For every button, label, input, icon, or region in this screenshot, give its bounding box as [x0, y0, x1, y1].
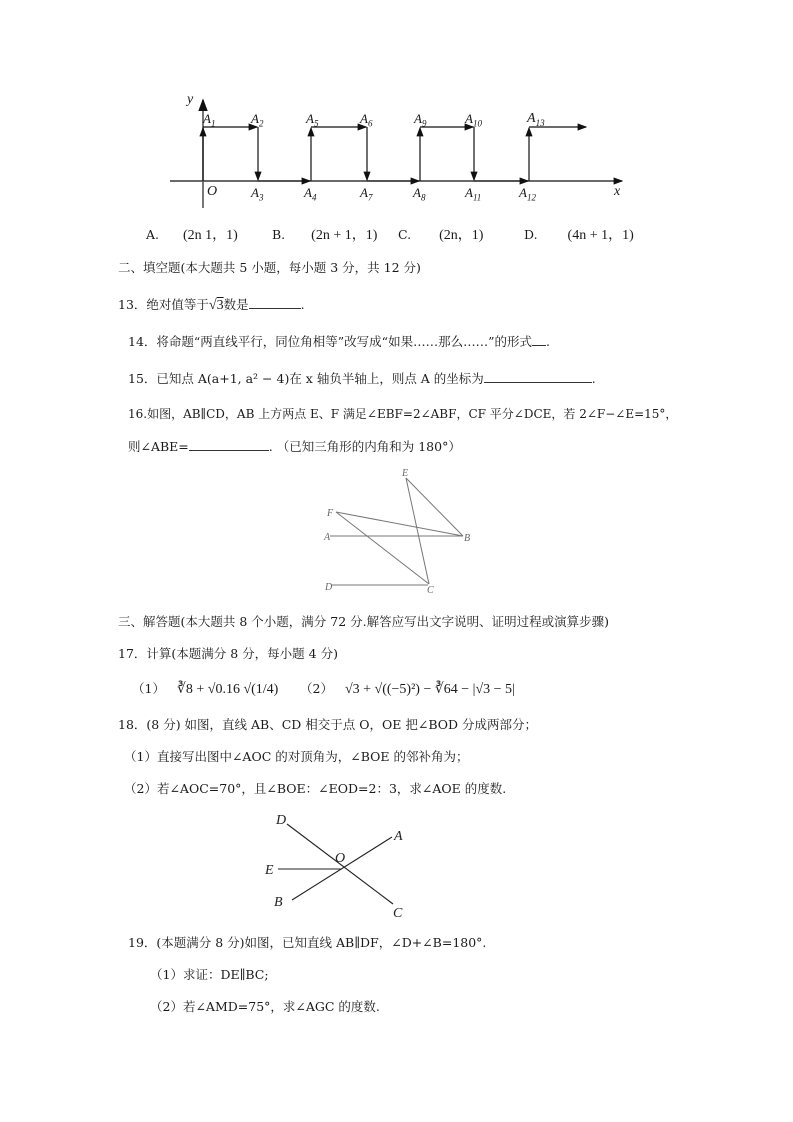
- question-18-title: 18．(8 分) 如图，直线 AB、CD 相交于点 O，OE 把∠BOD 分成两部分；: [118, 717, 538, 732]
- option-d[interactable]: [524, 224, 634, 244]
- option-a-text: (2n 1，1): [183, 228, 238, 243]
- option-d-text: (4n + 1，1): [567, 228, 634, 243]
- option-b[interactable]: [272, 224, 377, 244]
- option-c-letter: C.: [398, 227, 412, 242]
- y-axis-label: y: [187, 92, 194, 107]
- question-13: 13．绝对值等于√3数是 .: [118, 297, 305, 313]
- fig18-label-a: A: [394, 829, 403, 844]
- point-label-a11: $A_{11}$: [465, 185, 482, 203]
- question-15: 15．已知点 A(a+1, a² − 4)在 x 轴负半轴上，则点 A 的坐标为 .: [128, 371, 596, 386]
- question-16-line2: 则∠ABE= . （已知三角形的内角和为 180°）: [128, 439, 461, 454]
- question-16-line1: 16.如图，AB∥CD，AB 上方两点 E、F 满足∠EBF=2∠ABF，CF 平分∠DCE，若 2∠F−∠E=15°，: [128, 407, 678, 421]
- point-label-a12: $A_{12}$: [519, 185, 536, 203]
- q17-part1-label: （1）: [132, 681, 165, 696]
- point-label-a7: $A_7$: [360, 185, 373, 203]
- origin-label: O: [207, 184, 218, 199]
- question-19-title: 19．(本题满分 8 分)如图，已知直线 AB∥DF，∠D+∠B=180°.: [128, 935, 487, 950]
- option-a-letter: A.: [146, 227, 160, 242]
- answer-blank-14[interactable]: [532, 332, 546, 346]
- fig16-label-a: A: [324, 532, 331, 543]
- point-label-a6: $A_6$: [360, 111, 373, 129]
- question-18-part1: （1）直接写出图中∠AOC 的对顶角为，∠BOE 的邻补角为；: [124, 749, 469, 764]
- point-label-a9: $A_9$: [414, 111, 427, 129]
- answer-blank-16[interactable]: [189, 437, 269, 451]
- fig18-label-o: O: [335, 851, 346, 866]
- point-label-a2: $A_2$: [251, 111, 264, 129]
- fig16-label-f: F: [327, 508, 334, 519]
- question-19-part1: （1）求证：DE∥BC;: [150, 967, 269, 982]
- point-label-a10: $A_{10}$: [465, 111, 482, 129]
- question-14: 14．将命题“两直线平行，同位角相等”改写成“如果……那么……”的形式 .: [128, 334, 550, 349]
- option-c[interactable]: [398, 224, 483, 244]
- question-17-title: 17．计算(本题满分 8 分，每小题 4 分): [118, 646, 338, 661]
- answer-blank-13[interactable]: [249, 295, 301, 309]
- x-axis-label: x: [614, 184, 621, 199]
- section-2-heading: 二、填空题(本大题共 5 小题，每小题 3 分，共 12 分): [118, 260, 421, 275]
- fig16-label-d: D: [325, 582, 333, 593]
- fig18-label-e: E: [265, 863, 274, 878]
- q17-part1-expression: ∛8 + √0.16 √(1/4): [176, 682, 279, 697]
- point-label-a4: $A_4$: [304, 185, 317, 203]
- point-label-a8: $A_8$: [413, 185, 426, 203]
- point-label-a1: $A_1$: [203, 111, 216, 129]
- question-17-part2: [300, 680, 515, 699]
- fig18-label-c: C: [393, 906, 403, 921]
- fig16-label-b: B: [464, 533, 471, 544]
- fig16-label-e: E: [402, 468, 409, 479]
- question-18-part2: （2）若∠AOC=70°，且∠BOE：∠EOD=2：3，求∠AOE 的度数.: [124, 781, 507, 796]
- option-a[interactable]: [146, 224, 238, 244]
- zigzag-coordinate-diagram: [0, 0, 793, 220]
- question-19-part2: （2）若∠AMD=75°，求∠AGC 的度数.: [150, 999, 380, 1014]
- q17-part2-label: （2）: [300, 681, 333, 696]
- point-label-a13: $A_{13}$: [527, 111, 545, 128]
- fig18-label-d: D: [276, 813, 287, 828]
- point-label-a5: $A_5$: [306, 111, 319, 129]
- point-label-a3: $A_3$: [251, 185, 264, 203]
- fig16-label-c: C: [427, 585, 434, 596]
- option-b-letter: B.: [272, 227, 286, 242]
- question-17-part1: [132, 680, 278, 699]
- answer-blank-15[interactable]: [484, 369, 592, 383]
- section-3-heading: 三、解答题(本大题共 8 个小题，满分 72 分.解答应写出文字说明、证明过程或演算步骤): [118, 614, 609, 629]
- sqrt-symbol: √3: [208, 298, 224, 313]
- fig18-label-b: B: [274, 895, 283, 910]
- option-d-letter: D.: [524, 227, 538, 242]
- option-c-text: (2n，1): [439, 228, 484, 243]
- option-b-text: (2n + 1，1): [311, 228, 378, 243]
- q17-part2-expression: √3 + √((−5)²) − ∛64 − |√3 − 5|: [344, 682, 515, 697]
